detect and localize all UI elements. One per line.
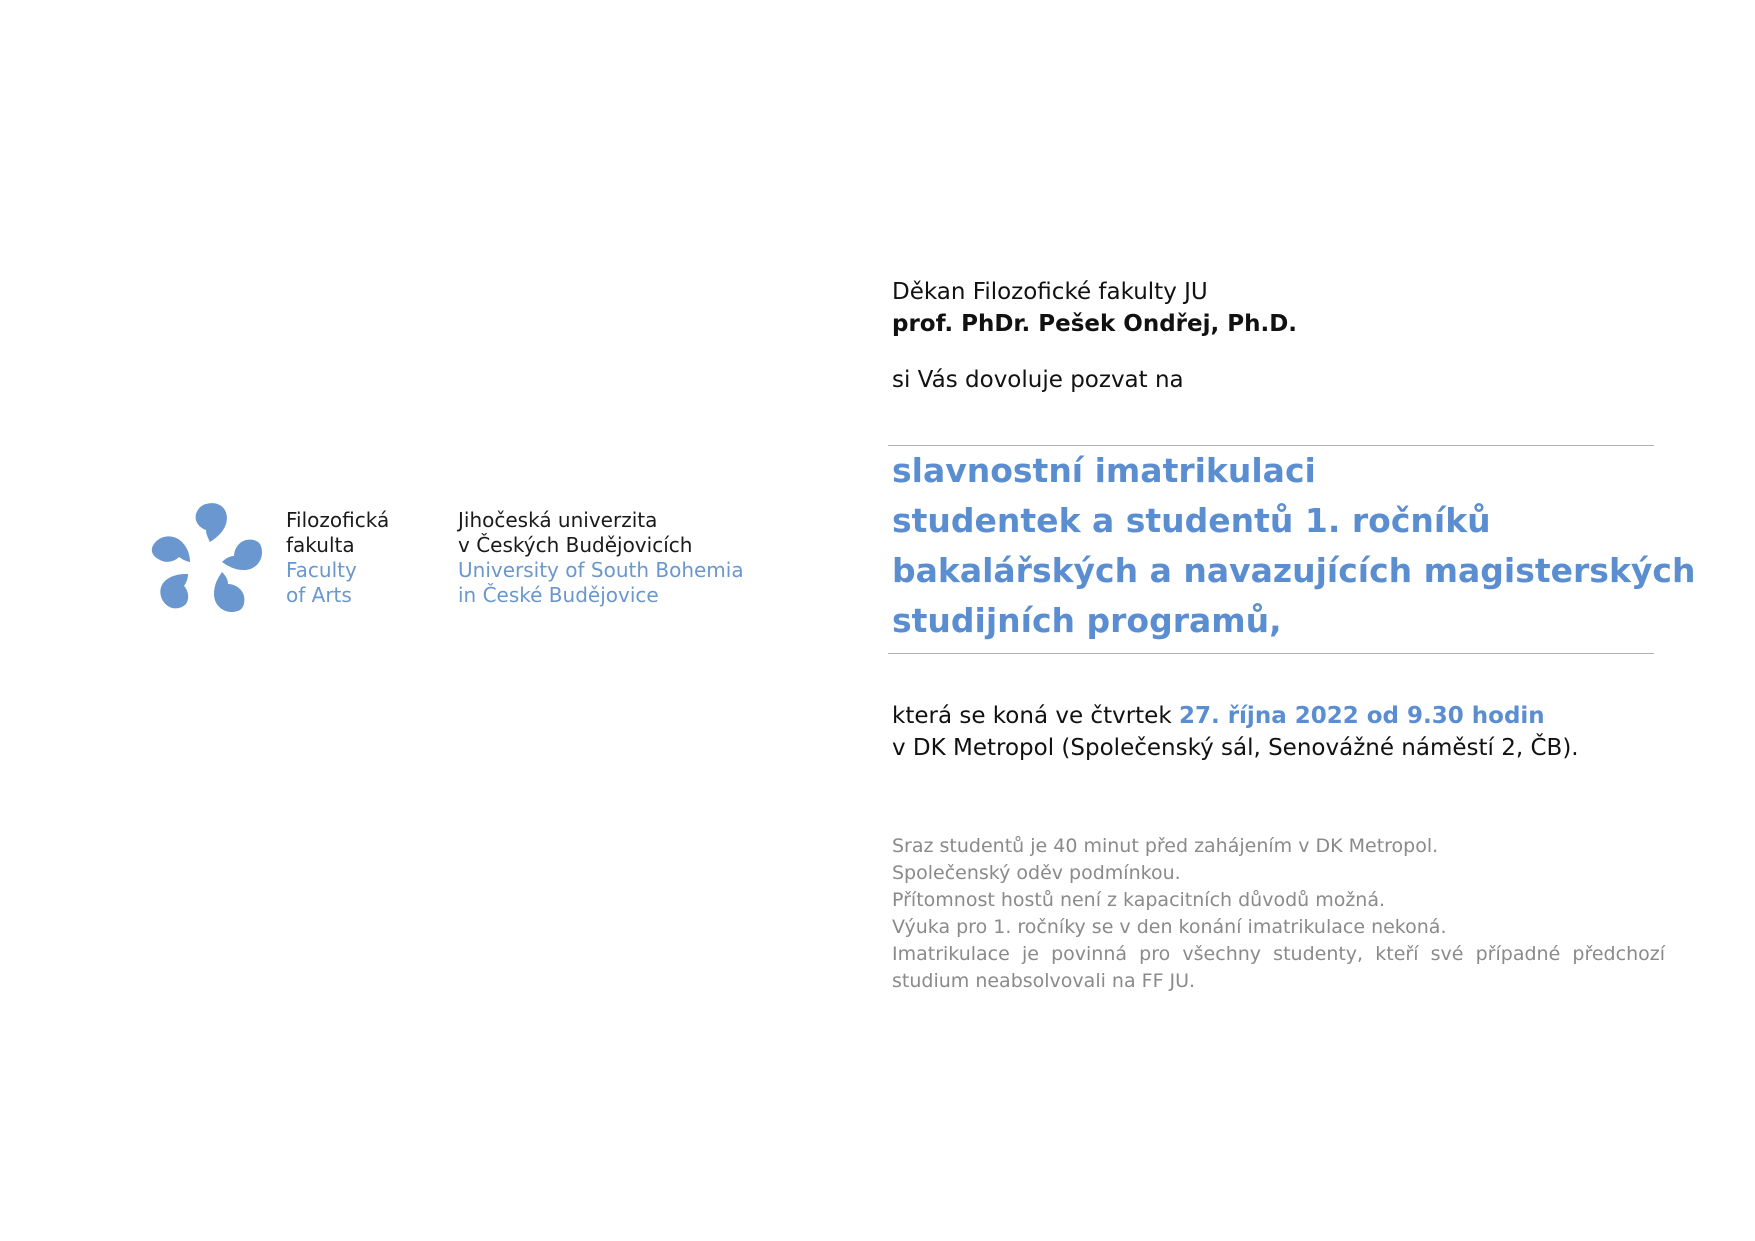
event-date-line — [892, 700, 1662, 732]
faculty-name — [286, 508, 389, 608]
university-name-en-line2: in České Budějovice — [458, 583, 659, 607]
divider-bottom — [888, 653, 1654, 654]
note-item: Přítomnost hostů není z kapacitních důvodů možná. — [892, 889, 1386, 911]
faculty-name-cs-line2: fakulta — [286, 533, 355, 557]
university-name-cs-line1: Jihočeská univerzita — [458, 508, 658, 532]
event-title — [892, 446, 1696, 646]
university-name-cs-line2: v Českých Budějovicích — [458, 533, 693, 557]
university-name-en-line1: University of South Bohemia — [458, 558, 744, 582]
note-item: Sraz studentů je 40 minut před zahájením v DK Metropol. — [892, 835, 1439, 857]
event-title-line: bakalářských a navazujících magisterských — [892, 551, 1696, 590]
note-item: Výuka pro 1. ročníky se v den konání imatrikulace nekoná. — [892, 916, 1447, 938]
invitation-header — [892, 276, 1662, 396]
faculty-logo — [148, 500, 768, 620]
faculty-name-cs-line1: Filozofická — [286, 508, 390, 532]
event-date-prefix: která se koná ve čtvrtek — [892, 703, 1179, 729]
note-item: Společenský oděv podmínkou. — [892, 862, 1181, 884]
five-petal-flower-icon — [148, 500, 266, 612]
note-item: Imatrikulace je povinná pro všechny studenty, kteří své případné předchozí studium neabsolvovali na FF JU. — [892, 943, 1665, 992]
faculty-name-en-line2: of Arts — [286, 583, 352, 607]
invite-phrase: si Vás dovoluje pozvat na — [892, 367, 1184, 393]
university-name — [458, 508, 744, 608]
event-title-line: studentek a studentů 1. ročníků — [892, 501, 1491, 540]
event-title-line: slavnostní imatrikulaci — [892, 451, 1316, 490]
dean-title: Děkan Filozofické fakulty JU — [892, 279, 1208, 305]
faculty-name-en-line1: Faculty — [286, 558, 357, 582]
dean-name: prof. PhDr. Pešek Ondřej, Ph.D. — [892, 311, 1298, 337]
event-details — [892, 700, 1662, 764]
event-venue: v DK Metropol (Společenský sál, Senovážné náměstí 2, ČB). — [892, 735, 1579, 761]
event-date: 27. října 2022 od 9.30 hodin — [1178, 703, 1545, 729]
notes — [892, 833, 1665, 995]
event-title-line: studijních programů, — [892, 601, 1282, 640]
